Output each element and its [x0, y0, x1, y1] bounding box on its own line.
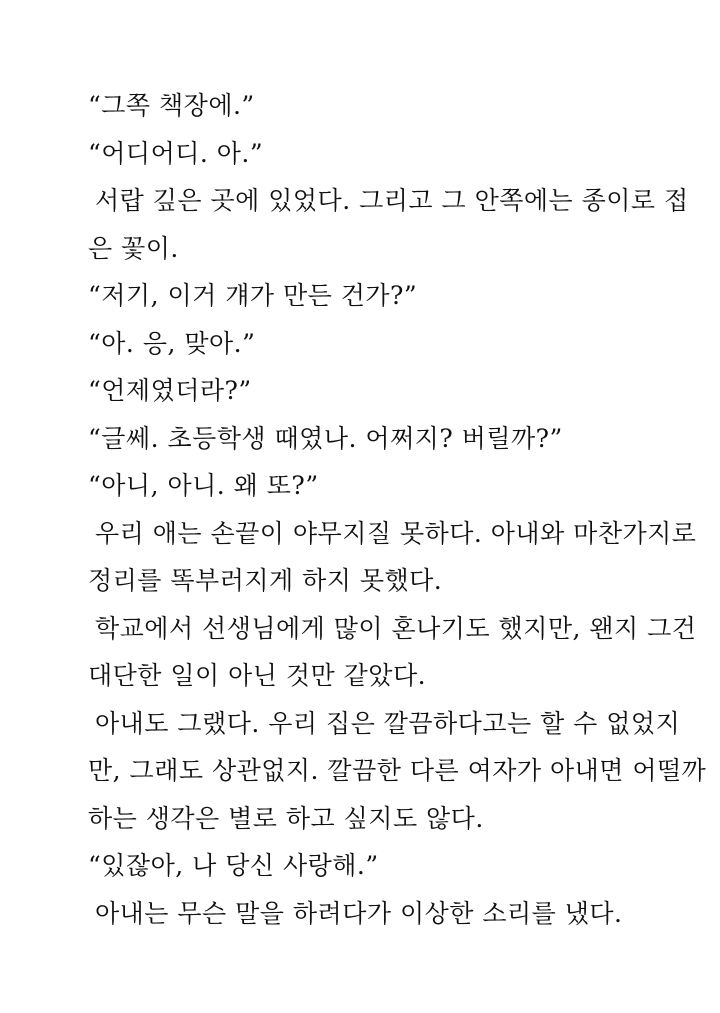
dialogue-paragraph	[88, 320, 648, 368]
text-line: 아내는 무슨 말을 하려다가 이상한 소리를 냈다.	[95, 898, 623, 928]
text-line: 학교에서 선생님에게 많이 혼나기도 했지만, 왠지 그건	[95, 613, 697, 643]
text-line: “글쎄. 초등학생 때였나. 어쩌지? 버릴까?”	[88, 423, 563, 453]
text-line: “아. 응, 맞아.”	[88, 328, 256, 358]
text-line: 하는 생각은 별로 하고 싶지도 않다.	[88, 803, 484, 833]
text-line: “그쪽 책장에.”	[88, 91, 255, 120]
text-line: 서랍 깊은 곳에 있었다. 그리고 그 안쪽에는 종이로 접	[95, 186, 689, 215]
dialogue-paragraph	[88, 82, 648, 130]
text-line: “언제였더라?”	[88, 376, 252, 405]
narration-paragraph	[88, 177, 689, 272]
story-text	[88, 82, 707, 937]
narration-paragraph	[88, 605, 697, 700]
dialogue-paragraph	[88, 130, 648, 178]
text-line: “아니, 아니. 왜 또?”	[88, 471, 319, 500]
text-line: 정리를 똑부러지게 하지 못했다.	[88, 566, 443, 595]
text-line: 만, 그래도 상관없지. 깔끔한 다른 여자가 아내면 어떨까	[88, 756, 707, 785]
text-line: 아내도 그랬다. 우리 집은 깔끔하다고는 할 수 없었지	[95, 708, 681, 738]
text-line: “어디어디. 아.”	[88, 138, 264, 168]
narration-paragraph	[88, 510, 697, 605]
dialogue-paragraph	[88, 272, 648, 320]
dialogue-paragraph	[88, 842, 648, 890]
dialogue-paragraph	[88, 415, 648, 463]
text-line: 대단한 일이 아닌 것만 같았다.	[88, 661, 427, 690]
text-line: “저기, 이거 걔가 만든 건가?”	[88, 281, 418, 310]
narration-paragraph	[88, 890, 648, 938]
text-line: 우리 애는 손끝이 야무지질 못하다. 아내와 마찬가지로	[95, 518, 697, 548]
dialogue-paragraph	[88, 367, 648, 415]
text-line: 은 꽃이.	[88, 233, 179, 263]
dialogue-paragraph	[88, 462, 648, 510]
text-line: “있잖아, 나 당신 사랑해.”	[88, 851, 379, 880]
narration-paragraph	[88, 700, 707, 843]
